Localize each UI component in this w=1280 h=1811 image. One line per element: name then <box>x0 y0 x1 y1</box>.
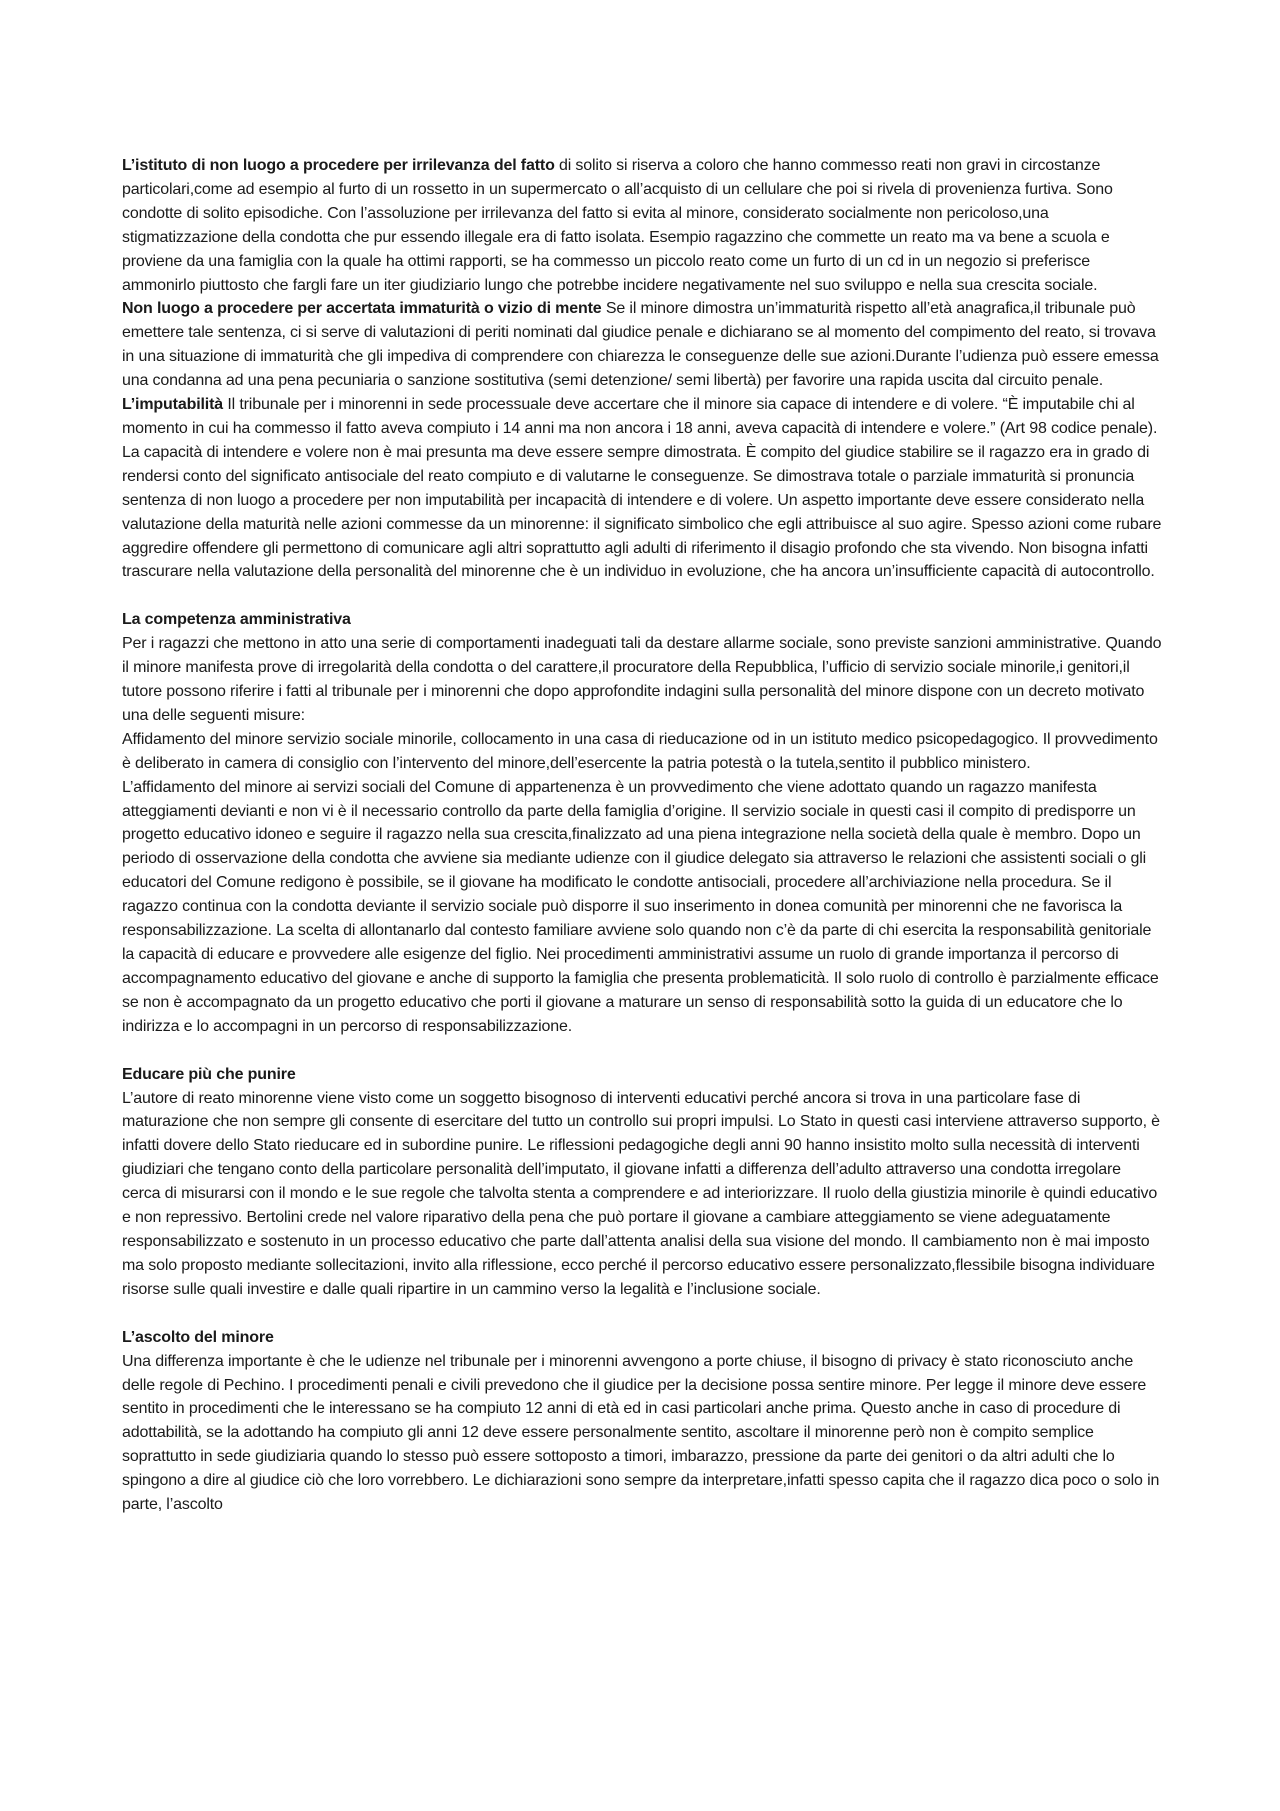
paragraph-text: Il tribunale per i minorenni in sede processuale deve accertare che il minore sia capace di intendere e di volere. “È imputabile chi al momento in cui ha commesso il fatto aveva compiuto i 14 anni ma non ancora i 18 anni, aveva capacità di intendere e volere.” (Art 98 codice penale). La capacità di intendere e volere non è mai presunta ma deve essere sempre dimostrata. È compito del giudice stabilire se il ragazzo era in grado di rendersi conto del significato antisociale del reato compiuto e di valutarne le conseguenze. Se dimostrava totale o parziale immaturità si pronuncia sentenza di non luogo a procedere per non imputabilità per incapacità di intendere e di volere. Un aspetto importante deve essere considerato nella valutazione della maturità nelle azioni commesse da un minorenne: il significato simbolico che egli attribuisce al suo agire. Spesso azioni come rubare aggredire offendere gli permettono di comunicare agli altri soprattutto agli adulti di riferimento il disagio profondo che sta vivendo. Non bisogna infatti trascurare nella valutazione della personalità del minorenne che è un individuo in evoluzione, che ha ancora un’insufficiente capacità di autocontrollo. <box>122 396 1162 581</box>
paragraph-irrilevanza <box>122 154 1162 297</box>
paragraph-lead: L’istituto di non luogo a procedere per irrilevanza del fatto <box>122 157 555 174</box>
section-heading-ascolto: L’ascolto del minore <box>122 1328 274 1346</box>
section-gap <box>122 1039 1162 1063</box>
document-page <box>122 154 1162 1517</box>
paragraph-immaturita <box>122 297 1162 393</box>
paragraph-competenza-3: L’affidamento del minore ai servizi sociali del Comune di appartenenza è un provvedimento che viene adottato quando un ragazzo manifesta atteggiamenti devianti e non vi è il necessario controllo da parte della famiglia d’origine. Il servizio sociale in questi casi il compito di predisporre un progetto educativo idoneo e seguire il ragazzo nella sua crescita,finalizzato ad una piena integrazione nella società della quale è membro. Dopo un periodo di osservazione della condotta che avviene sia mediante udienze con il giudice delegato sia attraverso le relazioni che assistenti sociali o gli educatori del Comune redigono è possibile, se il giovane ha modificato le condotte antisociali, procedere all’archiviazione nella procedura. Se il ragazzo continua con la condotta deviante il servizio sociale può disporre il suo inserimento in donea comunità per minorenni che ne favorisca la responsabilizzazione. La scelta di allontanarlo dal contesto familiare avviene solo quando non c’è da parte di chi esercita la responsabilità genitoriale la capacità di educare e provvedere alle esigenze del figlio. Nei procedimenti amministrativi assume un ruolo di grande importanza il percorso di accompagnamento educativo del giovane e anche di supporto la famiglia che presenta problematicità. Il solo ruolo di controllo è parzialmente efficace se non è accompagnato da un progetto educativo che porti il giovane a maturare un senso di responsabilità sotto la guida di un educatore che lo indirizza e lo accompagni in un percorso di responsabilizzazione. <box>122 778 1159 1035</box>
section-heading-competenza: La competenza amministrativa <box>122 611 351 629</box>
paragraph-lead: Non luogo a procedere per accertata immaturità o vizio di mente <box>122 300 602 318</box>
section-gap <box>122 584 1162 608</box>
paragraph-lead: L’imputabilità <box>122 396 224 414</box>
paragraph-imputabilita <box>122 393 1162 584</box>
section-heading-educare: Educare più che punire <box>122 1065 296 1083</box>
section-gap <box>122 1302 1162 1326</box>
paragraph-text: di solito si riserva a coloro che hanno commesso reati non gravi in circostanze particolari,come ad esempio al furto di un rossetto in un supermercato o all’acquisto di un cellulare che poi si rivela di provenienza furtiva. Sono condotte di solito episodiche. Con l’assoluzione per irrilevanza del fatto si evita al minore, considerato socialmente non pericoloso,una stigmatizzazione della condotta che pur essendo illegale era di fatto isolata. Esempio ragazzino che commette un reato ma va bene a scuola e proviene da una famiglia con la quale ha ottimi rapporti, se ha commesso un piccolo reato come un furto di un cd in un negozio si preferisce ammonirlo piuttosto che fargli fare un iter giudiziario lungo che potrebbe incidere negativamente nel suo sviluppo e nella sua crescita sociale. <box>122 157 1113 294</box>
paragraph-educare-1: L’autore di reato minorenne viene visto come un soggetto bisognoso di interventi educativi perché ancora si trova in una particolare fase di maturazione che non sempre gli consente di esercitare del tutto un controllo sui propri impulsi. Lo Stato in questi casi interviene attraverso supporto, è infatti dovere dello Stato rieducare ed in subordine punire. Le riflessioni pedagogiche degli anni 90 hanno insistito molto sulla necessità di interventi giudiziari che tengano conto della particolare personalità dell’imputato, il giovane infatti a differenza dell’adulto attraverso una condotta irregolare cerca di misurarsi con il mondo e le sue regole che talvolta stenta a comprendere e ad interiorizzare. Il ruolo della giustizia minorile è quindi educativo e non repressivo. Bertolini crede nel valore riparativo della pena che può portare il giovane a cambiare atteggiamento se viene adeguatamente responsabilizzato e sostenuto in un processo educativo che parte dall’attenta analisi della sua visione del mondo. Il cambiamento non è mai imposto ma solo proposto mediante sollecitazioni, invito alla riflessione, ecco perché il percorso educativo essere personalizzato,flessibile bisogna individuare risorse sulle quali investire e dalle quali ripartire in un cammino verso la legalità e l’inclusione sociale. <box>122 1089 1160 1298</box>
paragraph-competenza-2: Affidamento del minore servizio sociale minorile, collocamento in una casa di rieducazione od in un istituto medico psicopedagogico. Il provvedimento è deliberato in camera di consiglio con l’intervento del minore,dell’esercente la patria potestà o la tutela,sentito il pubblico ministero. <box>122 730 1158 772</box>
paragraph-competenza-1: Per i ragazzi che mettono in atto una serie di comportamenti inadeguati tali da destare allarme sociale, sono previste sanzioni amministrative. Quando il minore manifesta prove di irregolarità della condotta o del carattere,il procuratore della Repubblica, l’ufficio di servizio sociale minorile,i genitori,il tutore possono riferire i fatti al tribunale per i minorenni che dopo approfondite indagini sulla personalità del minore dispone con un decreto motivato una delle seguenti misure: <box>122 635 1162 724</box>
paragraph-ascolto-1: Una differenza importante è che le udienze nel tribunale per i minorenni avvengono a porte chiuse, il bisogno di privacy è stato riconosciuto anche delle regole di Pechino. I procedimenti penali e civili prevedono che il giudice per la decisione possa sentire minore. Per legge il minore deve essere sentito in procedimenti che le interessano se ha compiuto 12 anni di età ed in casi particolari anche prima. Questo anche in caso di procedure di adottabilità, se la adottando ha compiuto gli anni 12 deve essere personalmente sentito, ascoltare il minorenne però non è compito semplice soprattutto in sede giudiziaria quando lo stesso può essere sottoposto a timori, imbarazzo, pressione da parte dei genitori o da altri adulti che lo spingono a dire al giudice ciò che loro vorrebbero. Le dichiarazioni sono sempre da interpretare,infatti spesso capita che il ragazzo dica poco o solo in parte, l’ascolto <box>122 1352 1160 1514</box>
paragraph-text: Se il minore dimostra un’immaturità rispetto all’età anagrafica,il tribunale può emettere tale sentenza, ci si serve di valutazioni di periti nominati dal giudice penale e dichiarano se al momento del compimento del reato, si trovava in una situazione di immaturità che gli impediva di comprendere con chiarezza le conseguenze delle sue azioni.Durante l’udienza può essere emessa una condanna ad una pena pecuniaria o sanzione sostitutiva (semi detenzione/ semi libertà) per favorire una rapida uscita dal circuito penale. <box>122 300 1159 390</box>
